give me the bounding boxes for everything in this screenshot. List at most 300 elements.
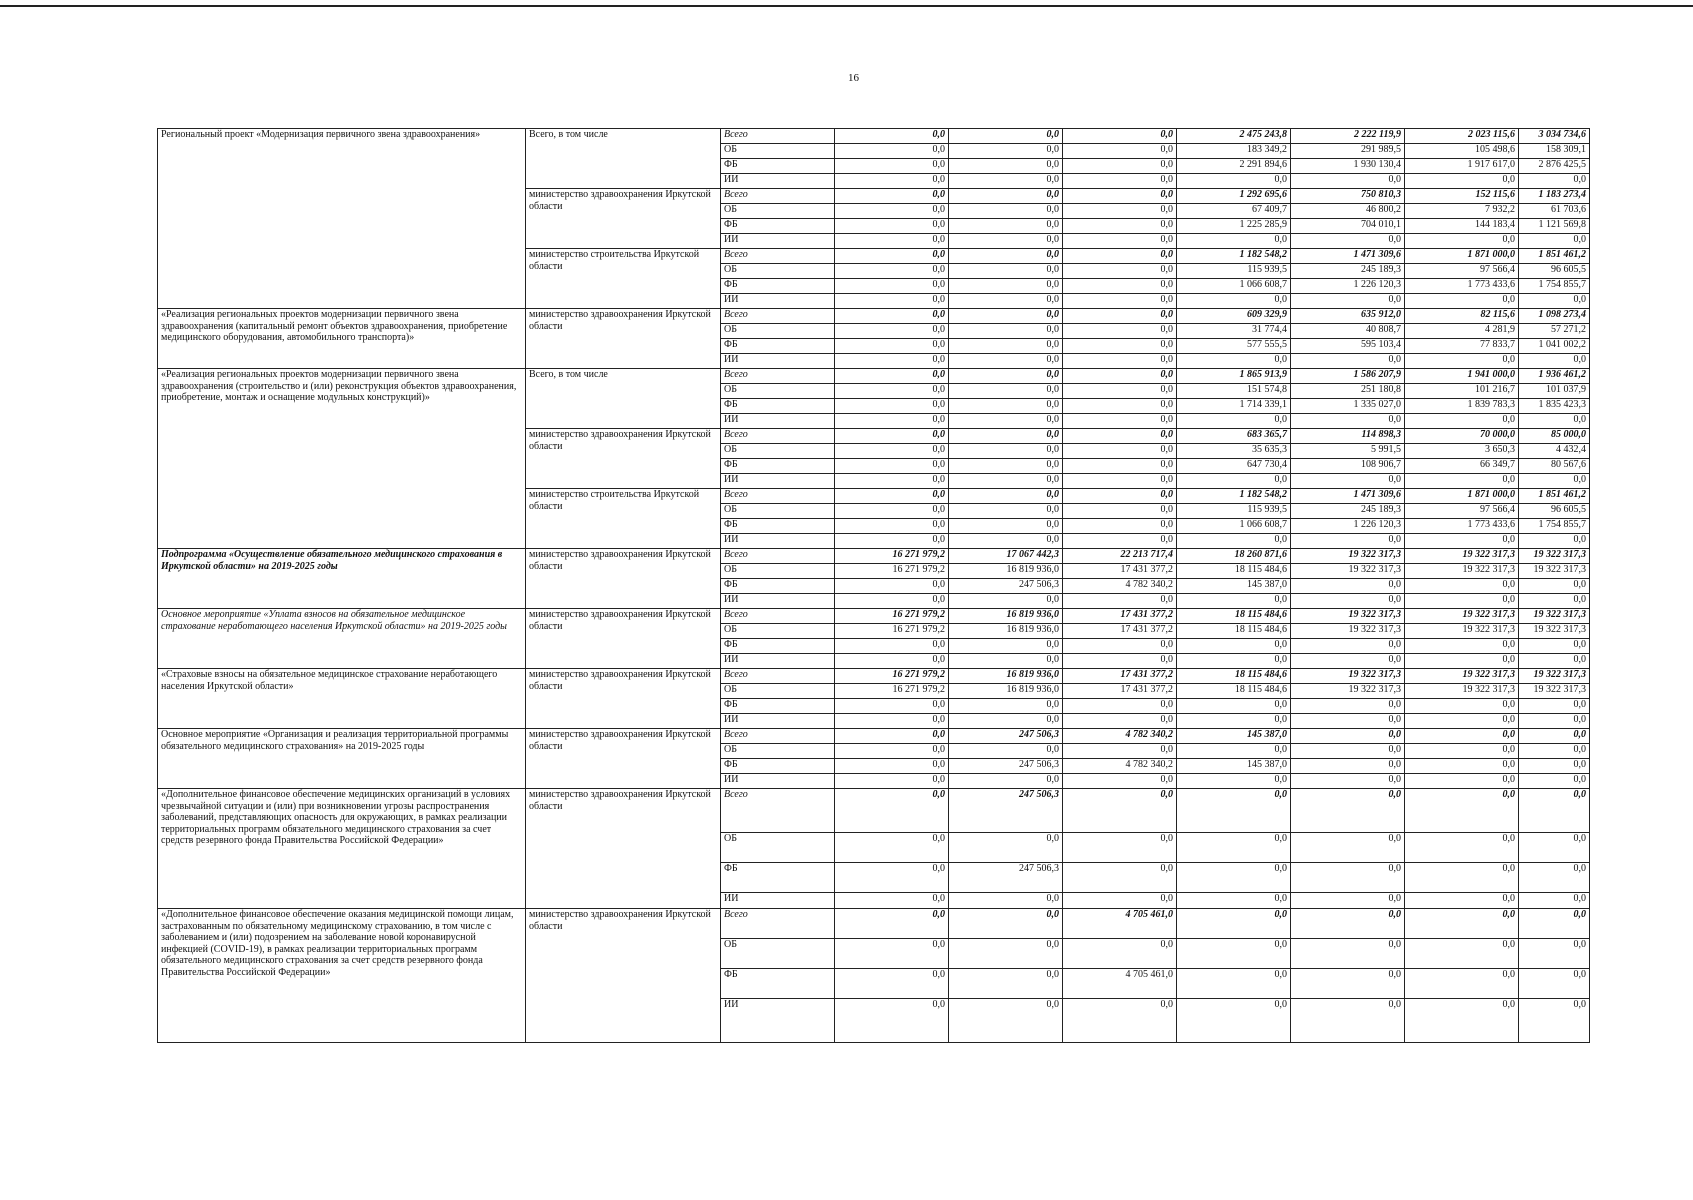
amount-cell: 19 322 317,3 [1405,609,1519,624]
amount-cell: 0,0 [949,414,1063,429]
funding-source: ИИ [721,534,835,549]
measure-name: «Реализация региональных проектов модернизации первичного звена здравоохранения (капитальный ремонт объектов здравоохранения, приобретение медицинского оборудования, автомобильного транспорта)» [158,309,526,369]
amount-cell: 0,0 [835,309,949,324]
responsible-executor: министерство здравоохранения Иркутской области [526,549,721,609]
amount-cell: 108 906,7 [1291,459,1405,474]
amount-cell: 1 225 285,9 [1177,219,1291,234]
amount-cell: 0,0 [949,309,1063,324]
amount-cell: 577 555,5 [1177,339,1291,354]
amount-cell: 16 271 979,2 [835,564,949,579]
amount-cell: 0,0 [949,774,1063,789]
amount-cell: 0,0 [1063,264,1177,279]
top-rule [0,5,1693,7]
amount-cell: 40 808,7 [1291,324,1405,339]
amount-cell: 0,0 [1519,744,1590,759]
funding-source: ИИ [721,174,835,189]
amount-cell: 1 066 608,7 [1177,519,1291,534]
funding-source: ИИ [721,594,835,609]
funding-source: Всего [721,729,835,744]
amount-cell: 0,0 [1063,189,1177,204]
amount-cell: 61 703,6 [1519,204,1590,219]
amount-cell: 0,0 [835,279,949,294]
amount-cell: 0,0 [1405,654,1519,669]
amount-cell: 17 431 377,2 [1063,609,1177,624]
amount-cell: 0,0 [835,699,949,714]
amount-cell: 0,0 [1063,159,1177,174]
amount-cell: 0,0 [1405,234,1519,249]
amount-cell: 0,0 [835,339,949,354]
amount-cell: 0,0 [1405,833,1519,863]
amount-cell: 0,0 [1291,744,1405,759]
amount-cell: 0,0 [835,639,949,654]
funding-source: ОБ [721,939,835,969]
funding-source: Всего [721,609,835,624]
amount-cell: 0,0 [1519,833,1590,863]
amount-cell: 0,0 [835,519,949,534]
measure-name: Подпрограмма «Осуществление обязательного медицинского страхования в Иркутской области» на 2019-2025 годы [158,549,526,609]
amount-cell: 0,0 [949,909,1063,939]
amount-cell: 0,0 [1519,999,1590,1043]
amount-cell: 0,0 [949,504,1063,519]
amount-cell: 0,0 [1519,654,1590,669]
funding-source: ОБ [721,204,835,219]
amount-cell: 144 183,4 [1405,219,1519,234]
amount-cell: 0,0 [1291,893,1405,909]
amount-cell: 0,0 [949,369,1063,384]
amount-cell: 158 309,1 [1519,144,1590,159]
amount-cell: 0,0 [835,863,949,893]
amount-cell: 16 271 979,2 [835,669,949,684]
amount-cell: 0,0 [1405,639,1519,654]
amount-cell: 114 898,3 [1291,429,1405,444]
amount-cell: 0,0 [949,339,1063,354]
table-row [158,309,1590,324]
amount-cell: 251 180,8 [1291,384,1405,399]
amount-cell: 16 271 979,2 [835,624,949,639]
amount-cell: 1 773 433,6 [1405,279,1519,294]
funding-source: Всего [721,489,835,504]
amount-cell: 105 498,6 [1405,144,1519,159]
amount-cell: 0,0 [835,909,949,939]
funding-source: ФБ [721,579,835,594]
amount-cell: 97 566,4 [1405,504,1519,519]
amount-cell: 0,0 [949,204,1063,219]
amount-cell: 0,0 [1519,863,1590,893]
responsible-executor: министерство здравоохранения Иркутской области [526,309,721,369]
amount-cell: 0,0 [1063,384,1177,399]
amount-cell: 0,0 [1177,474,1291,489]
amount-cell: 0,0 [1291,234,1405,249]
amount-cell: 0,0 [835,399,949,414]
amount-cell: 1 871 000,0 [1405,489,1519,504]
amount-cell: 151 574,8 [1177,384,1291,399]
amount-cell: 0,0 [835,729,949,744]
funding-source: ОБ [721,624,835,639]
amount-cell: 0,0 [1063,534,1177,549]
funding-source: ОБ [721,504,835,519]
amount-cell: 0,0 [1291,789,1405,833]
amount-cell: 0,0 [1063,594,1177,609]
amount-cell: 0,0 [1063,129,1177,144]
amount-cell: 247 506,3 [949,863,1063,893]
amount-cell: 0,0 [1177,699,1291,714]
funding-source: ИИ [721,714,835,729]
amount-cell: 0,0 [835,249,949,264]
amount-cell: 19 322 317,3 [1291,564,1405,579]
amount-cell: 0,0 [1177,639,1291,654]
amount-cell: 17 431 377,2 [1063,564,1177,579]
amount-cell: 16 819 936,0 [949,564,1063,579]
amount-cell: 0,0 [1063,144,1177,159]
amount-cell: 1 471 309,6 [1291,489,1405,504]
amount-cell: 609 329,9 [1177,309,1291,324]
amount-cell: 0,0 [1519,579,1590,594]
amount-cell: 0,0 [835,534,949,549]
amount-cell: 1 586 207,9 [1291,369,1405,384]
amount-cell: 0,0 [1177,969,1291,999]
table-row [158,789,1590,833]
funding-source: ФБ [721,399,835,414]
amount-cell: 0,0 [1063,234,1177,249]
measure-name: «Страховые взносы на обязательное медицинское страхование неработающего населения Иркутской области» [158,669,526,729]
amount-cell: 96 605,5 [1519,504,1590,519]
amount-cell: 0,0 [835,264,949,279]
funding-source: Всего [721,249,835,264]
amount-cell: 0,0 [1063,654,1177,669]
amount-cell: 0,0 [1519,774,1590,789]
amount-cell: 0,0 [835,969,949,999]
amount-cell: 0,0 [1291,579,1405,594]
amount-cell: 0,0 [835,474,949,489]
amount-cell: 0,0 [1519,909,1590,939]
amount-cell: 19 322 317,3 [1291,549,1405,564]
amount-cell: 0,0 [949,893,1063,909]
amount-cell: 0,0 [1063,324,1177,339]
amount-cell: 0,0 [949,159,1063,174]
amount-cell: 0,0 [1291,714,1405,729]
amount-cell: 22 213 717,4 [1063,549,1177,564]
amount-cell: 1 754 855,7 [1519,279,1590,294]
amount-cell: 0,0 [949,714,1063,729]
amount-cell: 0,0 [1291,759,1405,774]
amount-cell: 0,0 [949,999,1063,1043]
amount-cell: 0,0 [949,594,1063,609]
amount-cell: 1 066 608,7 [1177,279,1291,294]
funding-source: ИИ [721,414,835,429]
amount-cell: 0,0 [949,444,1063,459]
amount-cell: 247 506,3 [949,579,1063,594]
amount-cell: 0,0 [1063,399,1177,414]
amount-cell: 1 121 569,8 [1519,219,1590,234]
table-row [158,609,1590,624]
funding-source: Всего [721,909,835,939]
amount-cell: 0,0 [835,174,949,189]
amount-cell: 16 271 979,2 [835,609,949,624]
amount-cell: 0,0 [835,354,949,369]
amount-cell: 0,0 [835,774,949,789]
amount-cell: 245 189,3 [1291,504,1405,519]
amount-cell: 97 566,4 [1405,264,1519,279]
amount-cell: 0,0 [1063,249,1177,264]
amount-cell: 0,0 [949,129,1063,144]
amount-cell: 0,0 [1519,174,1590,189]
amount-cell: 1 335 027,0 [1291,399,1405,414]
amount-cell: 0,0 [949,324,1063,339]
funding-source: ФБ [721,759,835,774]
amount-cell: 66 349,7 [1405,459,1519,474]
amount-cell: 0,0 [949,144,1063,159]
amount-cell: 0,0 [835,459,949,474]
amount-cell: 19 322 317,3 [1519,609,1590,624]
amount-cell: 0,0 [1519,969,1590,999]
funding-source: ИИ [721,354,835,369]
amount-cell: 0,0 [1519,594,1590,609]
amount-cell: 0,0 [1063,279,1177,294]
amount-cell: 0,0 [835,744,949,759]
funding-source: ОБ [721,833,835,863]
amount-cell: 0,0 [1291,729,1405,744]
amount-cell: 0,0 [1291,774,1405,789]
funding-source: ФБ [721,639,835,654]
amount-cell: 0,0 [1405,174,1519,189]
amount-cell: 0,0 [1063,519,1177,534]
amount-cell: 18 115 484,6 [1177,564,1291,579]
amount-cell: 0,0 [835,204,949,219]
amount-cell: 19 322 317,3 [1519,624,1590,639]
amount-cell: 77 833,7 [1405,339,1519,354]
amount-cell: 2 475 243,8 [1177,129,1291,144]
amount-cell: 0,0 [1519,639,1590,654]
amount-cell: 1 183 273,4 [1519,189,1590,204]
funding-source: Всего [721,369,835,384]
amount-cell: 0,0 [949,744,1063,759]
funding-source: ОБ [721,384,835,399]
funding-source: ОБ [721,144,835,159]
funding-source: Всего [721,309,835,324]
amount-cell: 0,0 [835,234,949,249]
funding-source: Всего [721,669,835,684]
amount-cell: 0,0 [1291,534,1405,549]
amount-cell: 145 387,0 [1177,729,1291,744]
amount-cell: 0,0 [1063,999,1177,1043]
amount-cell: 0,0 [1519,714,1590,729]
funding-source: ОБ [721,684,835,699]
amount-cell: 0,0 [1063,474,1177,489]
amount-cell: 0,0 [835,129,949,144]
amount-cell: 19 322 317,3 [1291,669,1405,684]
amount-cell: 1 182 548,2 [1177,249,1291,264]
amount-cell: 145 387,0 [1177,579,1291,594]
amount-cell: 0,0 [1063,833,1177,863]
amount-cell: 4 432,4 [1519,444,1590,459]
responsible-executor: министерство здравоохранения Иркутской области [526,789,721,909]
amount-cell: 16 271 979,2 [835,684,949,699]
amount-cell: 0,0 [1177,893,1291,909]
amount-cell: 115 939,5 [1177,504,1291,519]
amount-cell: 19 322 317,3 [1291,624,1405,639]
amount-cell: 0,0 [1291,833,1405,863]
amount-cell: 0,0 [835,189,949,204]
amount-cell: 0,0 [1291,594,1405,609]
funding-source: Всего [721,429,835,444]
amount-cell: 2 023 115,6 [1405,129,1519,144]
funding-source: Всего [721,549,835,564]
funding-source: ФБ [721,699,835,714]
amount-cell: 0,0 [949,474,1063,489]
amount-cell: 0,0 [1063,863,1177,893]
amount-cell: 0,0 [1405,594,1519,609]
amount-cell: 0,0 [835,144,949,159]
amount-cell: 2 876 425,5 [1519,159,1590,174]
responsible-executor: Всего, в том числе [526,369,721,429]
funding-source: ФБ [721,279,835,294]
amount-cell: 1 041 002,2 [1519,339,1590,354]
amount-cell: 0,0 [1177,789,1291,833]
amount-cell: 0,0 [949,249,1063,264]
amount-cell: 101 216,7 [1405,384,1519,399]
amount-cell: 0,0 [1063,459,1177,474]
amount-cell: 0,0 [835,579,949,594]
responsible-executor: Всего, в том числе [526,129,721,189]
funding-source: Всего [721,789,835,833]
amount-cell: 0,0 [835,369,949,384]
amount-cell: 0,0 [1405,579,1519,594]
amount-cell: 0,0 [1291,699,1405,714]
amount-cell: 19 322 317,3 [1519,684,1590,699]
amount-cell: 0,0 [1405,699,1519,714]
amount-cell: 18 260 871,6 [1177,549,1291,564]
measure-name: Основное мероприятие «Организация и реализация территориальной программы обязательного медицинского страхования» на 2019-2025 годы [158,729,526,789]
amount-cell: 31 774,4 [1177,324,1291,339]
amount-cell: 19 322 317,3 [1519,564,1590,579]
amount-cell: 18 115 484,6 [1177,684,1291,699]
amount-cell: 0,0 [835,444,949,459]
amount-cell: 0,0 [1291,999,1405,1043]
amount-cell: 0,0 [1405,759,1519,774]
amount-cell: 0,0 [949,969,1063,999]
amount-cell: 4 705 461,0 [1063,969,1177,999]
amount-cell: 0,0 [1177,234,1291,249]
amount-cell: 7 932,2 [1405,204,1519,219]
amount-cell: 4 705 461,0 [1063,909,1177,939]
amount-cell: 0,0 [1177,999,1291,1043]
measure-name: Основное мероприятие «Уплата взносов на обязательное медицинское страхование неработающего населения Иркутской области» на 2019-2025 годы [158,609,526,669]
amount-cell: 0,0 [835,489,949,504]
amount-cell: 0,0 [949,939,1063,969]
amount-cell: 0,0 [1063,774,1177,789]
amount-cell: 19 322 317,3 [1405,624,1519,639]
amount-cell: 0,0 [835,999,949,1043]
amount-cell: 0,0 [949,489,1063,504]
amount-cell: 16 271 979,2 [835,549,949,564]
amount-cell: 0,0 [949,399,1063,414]
amount-cell: 19 322 317,3 [1405,549,1519,564]
amount-cell: 0,0 [949,699,1063,714]
amount-cell: 0,0 [1519,414,1590,429]
amount-cell: 0,0 [1405,474,1519,489]
amount-cell: 19 322 317,3 [1291,609,1405,624]
amount-cell: 0,0 [1063,639,1177,654]
amount-cell: 0,0 [1177,774,1291,789]
amount-cell: 0,0 [1405,744,1519,759]
responsible-executor: министерство здравоохранения Иркутской области [526,729,721,789]
amount-cell: 0,0 [835,384,949,399]
amount-cell: 0,0 [949,354,1063,369]
amount-cell: 1 471 309,6 [1291,249,1405,264]
amount-cell: 0,0 [1063,893,1177,909]
funding-source: ФБ [721,159,835,174]
amount-cell: 1 871 000,0 [1405,249,1519,264]
table-row [158,369,1590,384]
amount-cell: 0,0 [1519,699,1590,714]
amount-cell: 46 800,2 [1291,204,1405,219]
amount-cell: 0,0 [949,234,1063,249]
amount-cell: 0,0 [1177,833,1291,863]
amount-cell: 0,0 [1177,174,1291,189]
amount-cell: 0,0 [949,534,1063,549]
measure-name: «Реализация региональных проектов модернизации первичного звена здравоохранения (строительство и (или) реконструкция объектов здравоохранения, приобретение, монтаж и оснащение модульных конструкций)» [158,369,526,549]
funding-source: ОБ [721,324,835,339]
amount-cell: 0,0 [949,833,1063,863]
amount-cell: 19 322 317,3 [1291,684,1405,699]
amount-cell: 635 912,0 [1291,309,1405,324]
amount-cell: 0,0 [1291,639,1405,654]
page-number: 16 [848,72,859,84]
amount-cell: 0,0 [1177,294,1291,309]
amount-cell: 0,0 [1063,294,1177,309]
amount-cell: 1 930 130,4 [1291,159,1405,174]
amount-cell: 0,0 [1177,744,1291,759]
amount-cell: 1 839 783,3 [1405,399,1519,414]
amount-cell: 0,0 [835,594,949,609]
amount-cell: 1 917 617,0 [1405,159,1519,174]
amount-cell: 0,0 [949,219,1063,234]
table-row [158,129,1590,144]
amount-cell: 19 322 317,3 [1519,669,1590,684]
funding-source: ИИ [721,893,835,909]
amount-cell: 1 936 461,2 [1519,369,1590,384]
amount-cell: 0,0 [1519,474,1590,489]
amount-cell: 750 810,3 [1291,189,1405,204]
amount-cell: 0,0 [1291,863,1405,893]
responsible-executor: министерство строительства Иркутской области [526,249,721,309]
amount-cell: 18 115 484,6 [1177,609,1291,624]
funding-source: ОБ [721,744,835,759]
amount-cell: 0,0 [1405,863,1519,893]
funding-source: ФБ [721,863,835,893]
amount-cell: 0,0 [1291,474,1405,489]
amount-cell: 0,0 [1519,893,1590,909]
amount-cell: 0,0 [1063,354,1177,369]
amount-cell: 16 819 936,0 [949,624,1063,639]
amount-cell: 0,0 [1405,969,1519,999]
amount-cell: 1 773 433,6 [1405,519,1519,534]
amount-cell: 247 506,3 [949,729,1063,744]
amount-cell: 291 989,5 [1291,144,1405,159]
funding-source: ОБ [721,264,835,279]
amount-cell: 0,0 [1177,594,1291,609]
amount-cell: 1 182 548,2 [1177,489,1291,504]
amount-cell: 0,0 [1063,309,1177,324]
amount-cell: 0,0 [1519,234,1590,249]
amount-cell: 85 000,0 [1519,429,1590,444]
amount-cell: 0,0 [949,654,1063,669]
amount-cell: 4 782 340,2 [1063,759,1177,774]
amount-cell: 57 271,2 [1519,324,1590,339]
funding-source: ФБ [721,459,835,474]
amount-cell: 5 991,5 [1291,444,1405,459]
amount-cell: 0,0 [949,639,1063,654]
